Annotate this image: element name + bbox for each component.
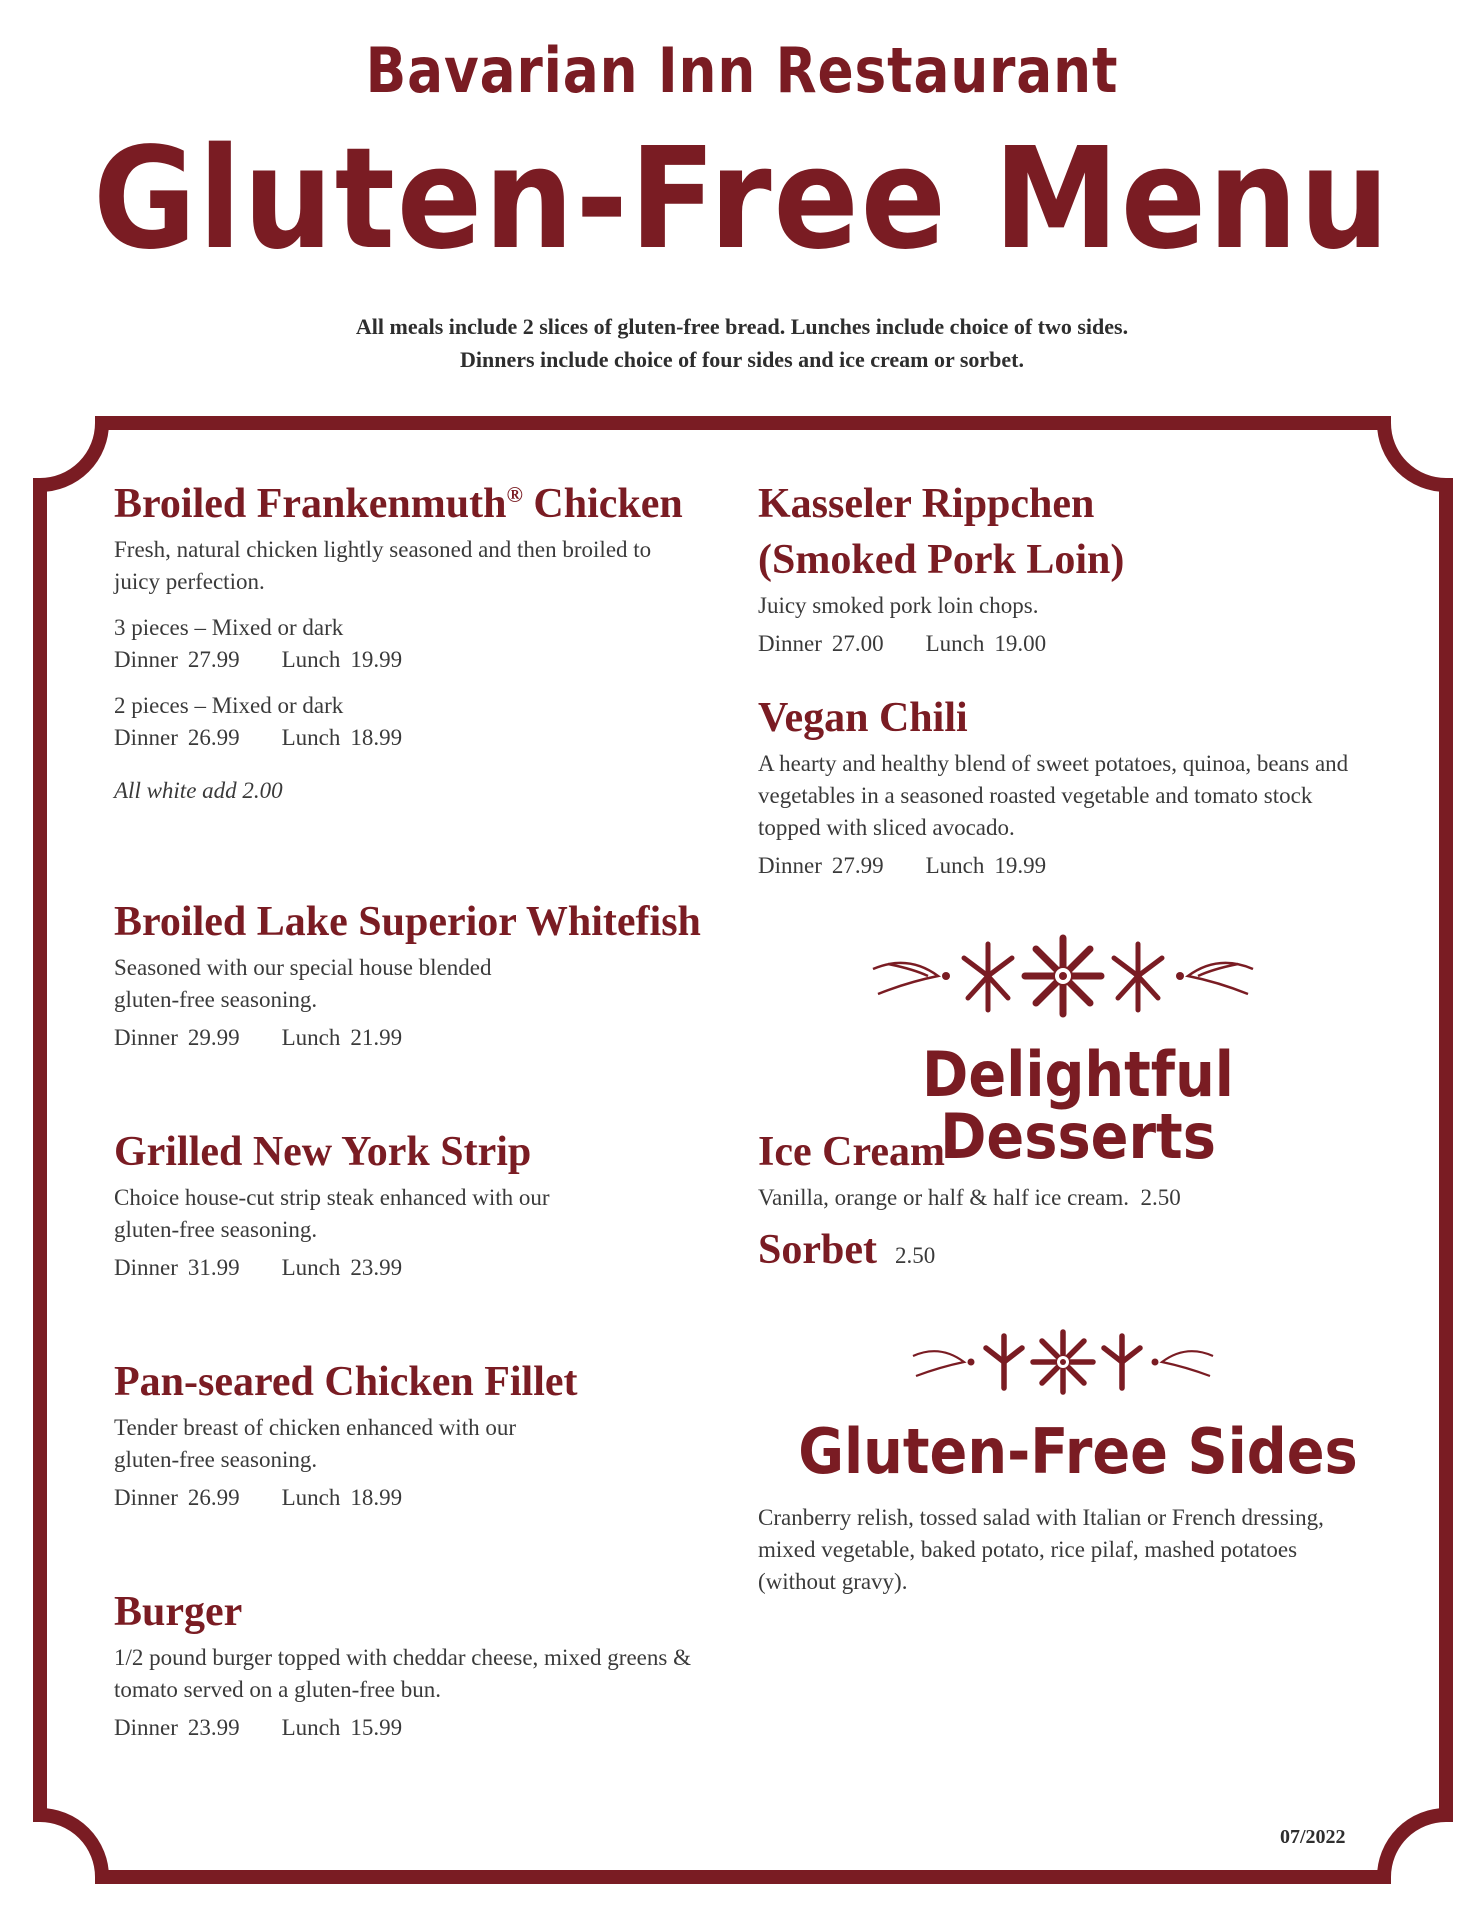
item-description: Juicy smoked pork loin chops.	[758, 593, 1039, 618]
item-description: A hearty and healthy blend of sweet potatoes, quinoa, beans and vegetables in a seasoned roasted vegetable and tomato stock topped with sliced avocado.	[758, 751, 1349, 840]
item-description: Seasoned with our special house blended gluten-free seasoning.	[114, 955, 492, 1012]
lunch-price	[282, 1022, 403, 1054]
dinner-price	[114, 722, 240, 754]
lunch-value: 19.00	[994, 631, 1047, 656]
dinner-price	[758, 628, 884, 660]
white-meat-note: All white add 2.00	[114, 778, 283, 803]
price-row	[114, 1022, 714, 1054]
menu-item-vegan-chili	[758, 690, 1398, 882]
item-title	[114, 476, 714, 532]
dinner-price	[114, 644, 240, 676]
item-title-line-2: (Smoked Pork Loin)	[758, 537, 1125, 583]
dinner-value: 31.99	[187, 1255, 240, 1280]
menu-item-burger	[114, 1584, 714, 1744]
restaurant-name: Bavarian Inn Restaurant	[365, 34, 1119, 107]
intro-line-1: All meals include 2 slices of gluten-free bread. Lunches include choice of two sides.	[355, 314, 1129, 339]
item-title-part2: Chicken	[533, 481, 683, 527]
menu-item-sorbet	[758, 1222, 1398, 1284]
lunch-value: 18.99	[350, 1485, 403, 1510]
lunch-price	[282, 1712, 403, 1744]
lunch-label: Lunch	[281, 1025, 341, 1050]
item-title	[758, 1222, 1398, 1284]
price-row	[114, 1482, 714, 1514]
lunch-label: Lunch	[281, 647, 341, 672]
lunch-label: Lunch	[281, 1255, 341, 1280]
item-title-line-1: Kasseler Rippchen	[758, 481, 1095, 527]
dinner-label: Dinner	[114, 1715, 178, 1740]
price-row	[114, 1712, 714, 1744]
portion-2-pieces: 2 pieces – Mixed or dark	[114, 693, 344, 718]
price-row	[114, 722, 714, 754]
menu-item-whitefish	[114, 894, 714, 1054]
sides-description: Cranberry relish, tossed salad with Italian or French dressing, mixed vegetable, baked potato, rice pilaf, mashed potatoes (without gravy).	[758, 1505, 1324, 1594]
item-description: 1/2 pound burger topped with cheddar cheese, mixed greens & tomato served on a gluten-free bun.	[114, 1645, 691, 1702]
lunch-price	[282, 722, 403, 754]
dinner-value: 27.99	[831, 853, 884, 878]
ice-cream-description: Vanilla, orange or half & half ice cream.	[758, 1185, 1130, 1210]
dinner-label: Dinner	[758, 853, 822, 878]
menu-item-smoked-pork-loin	[758, 476, 1398, 660]
item-description: Tender breast of chicken enhanced with our gluten-free seasoning.	[114, 1415, 516, 1472]
menu-item-broiled-chicken	[114, 476, 714, 804]
price-row	[758, 628, 1398, 660]
item-description	[758, 1182, 1398, 1214]
lunch-label: Lunch	[281, 1485, 341, 1510]
lunch-label: Lunch	[925, 631, 985, 656]
dinner-label: Dinner	[114, 725, 178, 750]
lunch-label: Lunch	[925, 853, 985, 878]
menu-title: Gluten-Free Menu	[93, 118, 1391, 281]
portion-3-pieces: 3 pieces – Mixed or dark	[114, 615, 344, 640]
lunch-value: 19.99	[350, 647, 403, 672]
item-title: Ice Cream	[758, 1129, 945, 1175]
lunch-price	[282, 1482, 403, 1514]
item-title-part1: Broiled Frankenmuth	[114, 481, 507, 527]
item-title: Broiled Lake Superior Whitefish	[114, 899, 701, 945]
intro-line-2: Dinners include choice of four sides and ice cream or sorbet.	[459, 347, 1024, 372]
dinner-label: Dinner	[758, 631, 822, 656]
dinner-price	[114, 1712, 240, 1744]
item-description: Choice house-cut strip steak enhanced with our gluten-free seasoning.	[114, 1185, 550, 1242]
item-description: Fresh, natural chicken lightly seasoned and then broiled to juicy perfection.	[114, 537, 652, 594]
desserts-heading: Delightful Desserts	[922, 1038, 1234, 1173]
menu-item-chicken-fillet	[114, 1354, 714, 1514]
dinner-value: 27.00	[831, 631, 884, 656]
dinner-price	[114, 1022, 240, 1054]
price-row	[114, 1252, 714, 1284]
dinner-price	[758, 850, 884, 882]
item-title: Burger	[114, 1589, 243, 1635]
dinner-value: 23.99	[187, 1715, 240, 1740]
edelweiss-ornament-icon	[868, 924, 1258, 1028]
edelweiss-ornament-icon	[908, 1322, 1218, 1402]
registered-mark: ®	[506, 482, 523, 507]
sorbet-name: Sorbet	[758, 1227, 877, 1273]
lunch-price	[926, 850, 1047, 882]
lunch-label: Lunch	[281, 1715, 341, 1740]
price-row	[114, 644, 714, 676]
dinner-label: Dinner	[114, 647, 178, 672]
item-title: Vegan Chili	[758, 695, 968, 741]
price-row	[758, 850, 1398, 882]
dinner-label: Dinner	[114, 1485, 178, 1510]
lunch-price	[926, 628, 1047, 660]
lunch-price	[282, 1252, 403, 1284]
dinner-value: 29.99	[187, 1025, 240, 1050]
sides-heading: Gluten-Free Sides	[798, 1415, 1358, 1488]
dinner-label: Dinner	[114, 1255, 178, 1280]
lunch-price	[282, 644, 403, 676]
dinner-price	[114, 1252, 240, 1284]
lunch-value: 15.99	[350, 1715, 403, 1740]
dinner-value: 26.99	[187, 1485, 240, 1510]
menu-item-ny-strip	[114, 1124, 714, 1284]
lunch-value: 19.99	[994, 853, 1047, 878]
lunch-value: 21.99	[350, 1025, 403, 1050]
dinner-label: Dinner	[114, 1025, 178, 1050]
sides-list	[758, 1500, 1398, 1598]
dinner-value: 26.99	[187, 725, 240, 750]
lunch-label: Lunch	[281, 725, 341, 750]
item-title: Pan-seared Chicken Fillet	[114, 1359, 578, 1405]
dinner-price	[114, 1482, 240, 1514]
sorbet-price: 2.50	[895, 1243, 936, 1268]
issue-date: 07/2022	[1280, 1826, 1346, 1848]
lunch-value: 23.99	[350, 1255, 403, 1280]
menu-item-ice-cream	[758, 1124, 1398, 1214]
dinner-value: 27.99	[187, 647, 240, 672]
ice-cream-price: 2.50	[1140, 1185, 1181, 1210]
lunch-value: 18.99	[350, 725, 403, 750]
item-title: Grilled New York Strip	[114, 1129, 532, 1175]
